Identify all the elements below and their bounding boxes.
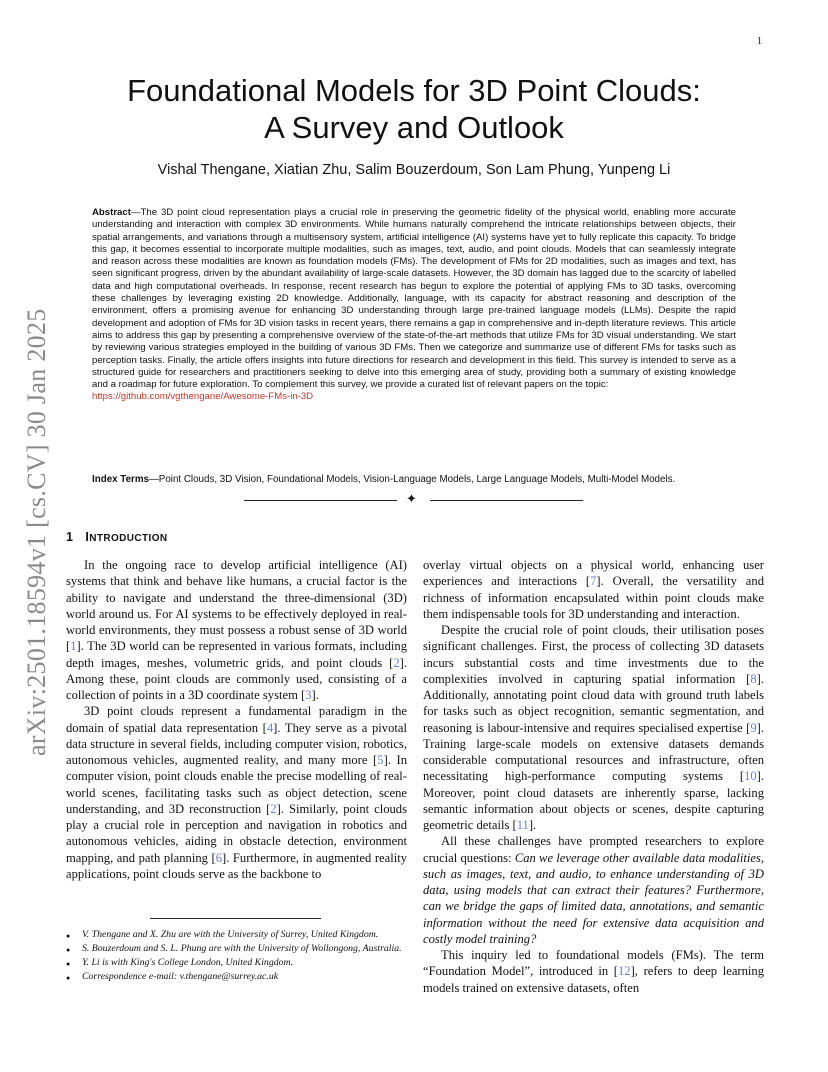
paragraph: Despite the crucial role of point clouds, their utilisation poses significant challenges. First, the process of collecting 3D datasets incurs substantial costs and time investments due to the complexities involved in capturing spatial information [8]. Additionally, annotating point cloud data with ground truth labels for tasks such as object recognition, semantic segmentation, and reasoning is labour-intensive and requires specialised expertise [9]. Training large-scale models on extensive datasets demands considerable computational resources and infrastructure, often necessitating high-performance computing systems [10]. Moreover, point cloud datasets are inherently sparse, lacking semantic information about objects or scenes, despite capturing geometric details [11]. (423, 623, 764, 832)
citation-link[interactable]: 2 (393, 655, 400, 670)
arxiv-stamp: arXiv:2501.18594v1 [cs.CV] 30 Jan 2025 (22, 308, 51, 756)
paragraph: In the ongoing race to develop artificial intelligence (AI) systems that think and behave like humans, a crucial factor is the ability to navigate and understand the three-dimensional (3D) world around us. For AI systems to be effectively deployed in real-world environments, they must possess a robust sense of 3D world [1]. The 3D world can be represented in various formats, including depth images, meshes, volumetric grids, and point clouds [2]. Among these, point clouds are commonly used, consisting of a collection of points in a 3D coordinate system [3]. (66, 558, 407, 702)
abstract-label: Abstract (92, 207, 131, 218)
separator-diamond-icon: ✦ (406, 492, 417, 507)
citation-link[interactable]: 1 (70, 639, 77, 654)
citation-link[interactable]: 11 (516, 818, 529, 832)
paragraph: overlay virtual objects on a physical world, enhancing user experiences and interactions [7]. Overall, the versatility and richness of information encapsulated within point clouds make them indispensable tools for 3D understanding and interaction. (423, 558, 764, 621)
citation-link[interactable]: 3 (305, 688, 312, 702)
citation-link[interactable]: 8 (750, 671, 757, 686)
citation-link[interactable]: 2 (270, 801, 277, 816)
section-title-rest: NTRODUCTION (89, 533, 168, 544)
footnote-item: ● Correspondence e-mail: v.thengane@surrey.ac.uk (82, 971, 407, 983)
citation-link[interactable]: 10 (744, 769, 757, 784)
title-line-2: A Survey and Outlook (264, 110, 564, 145)
paper-title (80, 72, 748, 146)
paragraph: This inquiry led to foundational models (FMs). The term “Foundation Model”, introduced in [12], refers to deep learning models trained on extensive datasets, often (423, 948, 764, 995)
page-number: 1 (757, 36, 762, 47)
column-right (423, 557, 764, 996)
author-list: Vishal Thengane, Xiatian Zhu, Salim Bouzerdoum, Son Lam Phung, Yunpeng Li (157, 162, 671, 178)
title-line-1: Foundational Models for 3D Point Clouds: (127, 73, 701, 108)
citation-link[interactable]: 4 (266, 720, 274, 735)
separator-line-left (244, 500, 397, 501)
index-terms (92, 474, 736, 485)
citation-link[interactable]: 7 (590, 574, 597, 589)
abstract (92, 207, 736, 404)
index-terms-text: —Point Clouds, 3D Vision, Foundational Models, Vision-Language Models, Large Language Models, Multi-Model Models. (149, 474, 676, 485)
citation-link[interactable]: 12 (618, 964, 631, 979)
footnote-item: ● S. Bouzerdoum and S. L. Phung are with the University of Wollongong, Australia. (82, 943, 407, 955)
separator-line-right (430, 500, 583, 501)
column-left (66, 557, 407, 882)
paragraph: All these challenges have prompted researchers to explore crucial questions: Can we leverage other available data modalities, such as images, text, and audio, to enhance understanding of 3D data, using models that can extract their features? Furthermore, can we bridge the gaps of limited data, annotations, and semantic information without the need for extensive data acquisition and costly model training? (423, 834, 764, 946)
footnote-item: ● V. Thengane and X. Zhu are with the University of Surrey, United Kingdom. (82, 929, 407, 941)
emphasized-question: Can we leverage other available data modalities, such as images, text, and audio, to enhance understanding of 3D data, using models that can extract their features? Furthermore, can we bridge the gaps of limited data, annotations, and semantic information without the need for extensive data acquisition and costly model training? (423, 850, 764, 946)
repo-link[interactable]: https://github.com/vgthengane/Awesome-FMs-in-3D (92, 391, 314, 403)
citation-link[interactable]: 5 (377, 753, 384, 767)
citation-link[interactable]: 9 (750, 720, 757, 735)
citation-link[interactable]: 6 (215, 850, 222, 865)
footnotes (66, 929, 407, 985)
section-heading (66, 530, 168, 544)
section-first-letter: I (85, 530, 90, 544)
section-number: 1 (66, 530, 74, 544)
paragraph: 3D point clouds represent a fundamental paradigm in the domain of spatial data representation [4]. They serve as a pivotal data structure in several fields, including computer vision, robotics, autonomous vehicles, augmented reality, and many more [5]. In computer vision, point clouds enable the precise modelling of real-world scenes, facilitating tasks such as object detection, scene understanding, and 3D reconstruction [2]. Similarly, point clouds play a crucial role in perception and navigation in robotics and autonomous vehicles, aiding in obstacle detection, environment mapping, and path planning [6]. Furthermore, in augmented reality applications, point clouds serve as the backbone to (66, 704, 408, 881)
footnote-item: ● Y. Li is with King's College London, United Kingdom. (82, 957, 407, 969)
index-terms-label: Index Terms (92, 474, 149, 485)
footnote-rule (150, 918, 321, 919)
abstract-text: —The 3D point cloud representation plays a crucial role in preserving the geometric fidelity of the physical world, enabling more accurate understanding and interaction with complex 3D environments. While humans naturally comprehend the intricate relationships between objects, their spatial arrangements, and variations through a multisensory system, artificial intelligence (AI) systems have yet to fully replicate this capacity. To bridge this gap, it becomes essential to incorporate multiple modalities, such as images, text, audio, and point clouds. Models that can seamlessly integrate and reason across these modalities are known as foundation models (FMs). The development of FMs for 2D modalities, such as images and text, has seen significant progress, driven by the abundant availability of large-scale datasets. However, the 3D domain has lagged due to the scarcity of labelled data and high computational overheads. In response, recent research has begun to explore the potential of applying FMs to 3D tasks, overcoming these challenges by leveraging existing 2D knowledge. Additionally, language, with its capacity for abstract reasoning and description of the environment, offers a promising avenue for enhancing 3D understanding through large pre-trained language models (LLMs). Despite the rapid development and adoption of FMs for 3D vision tasks in recent years, there remains a gap in comprehensive and in-depth literature reviews. This article aims to address this gap by presenting a comprehensive overview of the state-of-the-art methods that utilize FMs for 3D visual understanding. We start by reviewing various strategies employed in the building of various 3D FMs. Then we categorize and summarize use of different FMs for tasks such as perception tasks. Finally, the article offers insights into future directions for research and development in this field. This survey is intended to serve as a structured guide for researchers and practitioners seeking to delve into this emerging area of study, providing both a summary of existing knowledge and a roadmap for future exploration. To complement this survey, we provide a curated list of relevant papers on the topic: (92, 207, 736, 391)
